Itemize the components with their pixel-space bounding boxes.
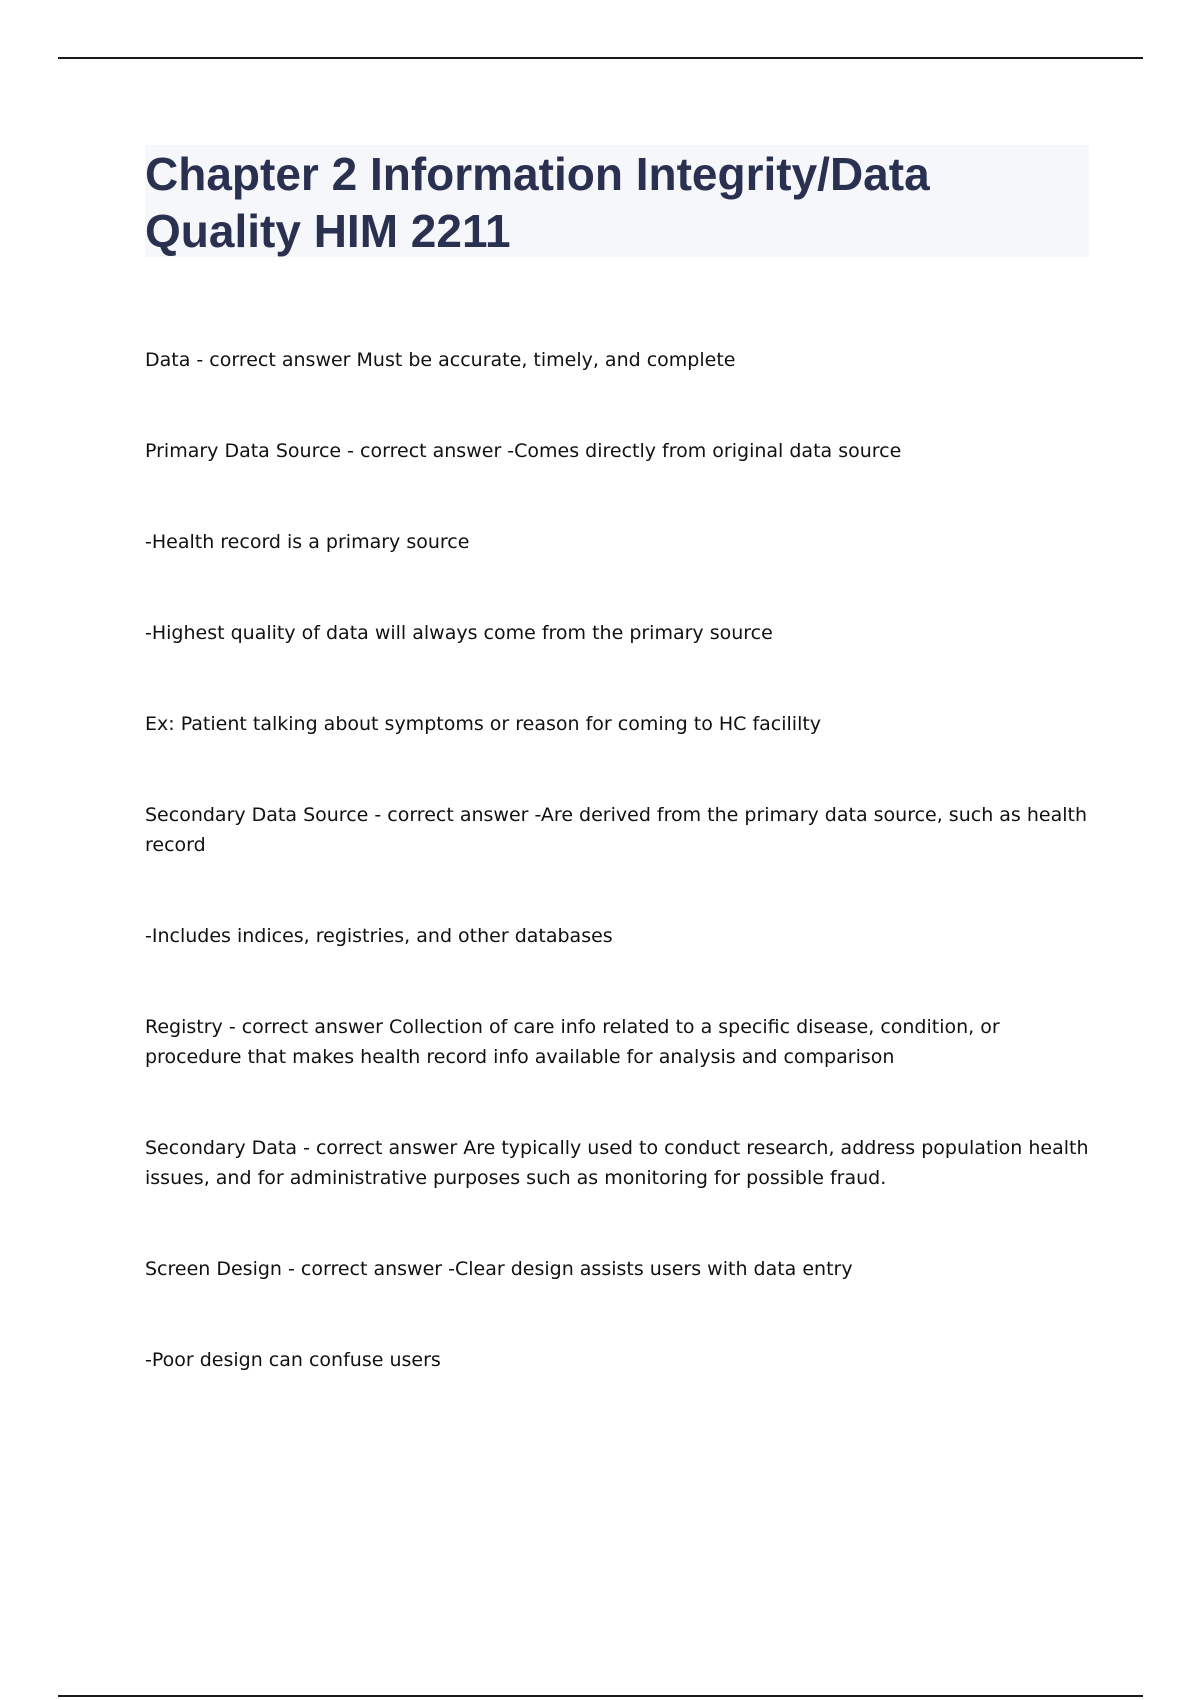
bottom-rule (58, 1695, 1143, 1697)
document-body (145, 345, 1090, 1436)
document-title: Chapter 2 Information Integrity/Data Quality HIM 2211 (145, 148, 930, 257)
paragraph-example: Ex: Patient talking about symptoms or reason for coming to HC facililty (145, 713, 822, 735)
paragraph-health-record: -Health record is a primary source (145, 531, 470, 553)
paragraph-data: Data - correct answer Must be accurate, timely, and complete (145, 349, 736, 371)
paragraph-poor-design: -Poor design can confuse users (145, 1349, 441, 1371)
paragraph-secondary-data-source: Secondary Data Source - correct answer -Are derived from the primary data source, such as health record (145, 804, 1088, 856)
paragraph-registry: Registry - correct answer Collection of care info related to a specific disease, condition, or procedure that makes health record info available for analysis and comparison (145, 1016, 1000, 1068)
paragraph-screen-design: Screen Design - correct answer -Clear design assists users with data entry (145, 1258, 853, 1280)
title-banner (145, 145, 1089, 257)
paragraph-primary-data-source: Primary Data Source - correct answer -Comes directly from original data source (145, 440, 902, 462)
top-rule (58, 57, 1143, 59)
paragraph-highest-quality: -Highest quality of data will always come from the primary source (145, 622, 773, 644)
paragraph-includes-indices: -Includes indices, registries, and other databases (145, 925, 613, 947)
paragraph-secondary-data: Secondary Data - correct answer Are typically used to conduct research, address population health issues, and for administrative purposes such as monitoring for possible fraud. (145, 1137, 1089, 1189)
